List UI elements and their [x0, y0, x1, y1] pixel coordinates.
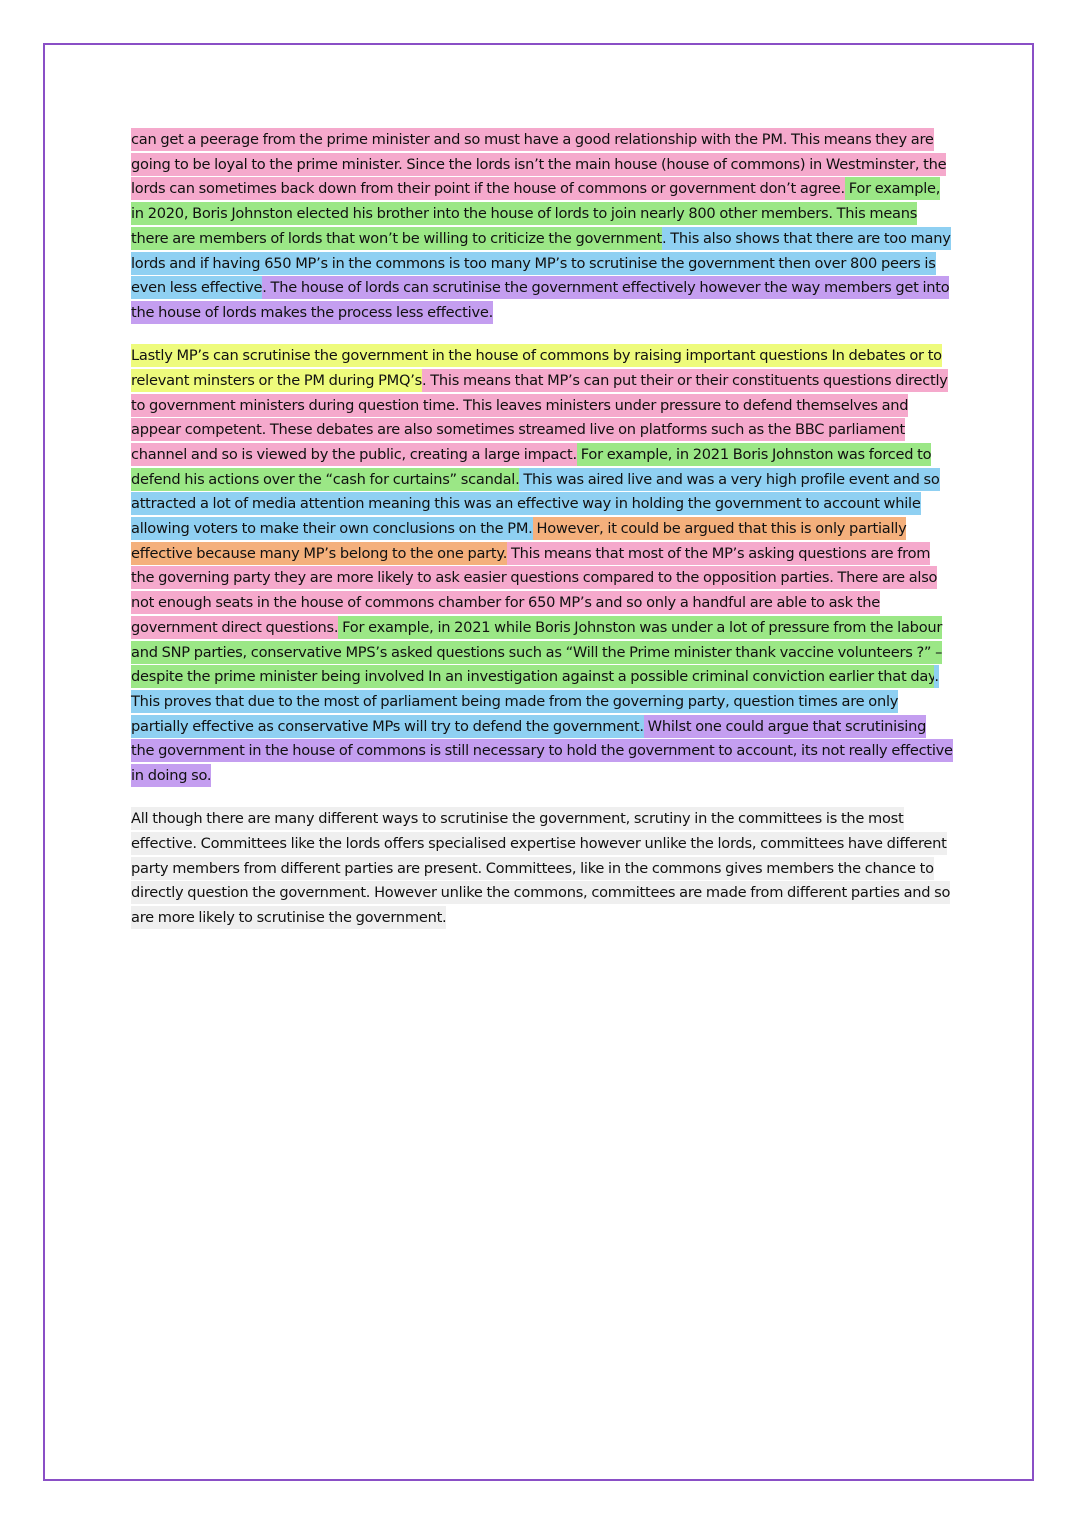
highlight-blue-analysis: . This also shows that there are too many lords and if having 650 MP’s in the commons is too many MP’s to scrutinise the government then over 800 peers is even less effective: [131, 227, 951, 299]
document-body: [131, 128, 953, 949]
paragraph-house-of-commons: [131, 344, 953, 789]
highlight-gray-conclusion: All though there are many different ways to scrutinise the government, scrutiny in the committees is the most effective. Committees like the lords offers specialised expertise however unlike the lords, committees have different party members from different parties are present. Committees, like in the commons gives members the chance to directly question the government. However unlike the commons, committees are made from different parties and so are more likely to scrutinise the government.: [131, 807, 950, 929]
highlight-yellow-point: Lastly MP’s can scrutinise the government in the house of commons by raising important questions In debates or to relevant minsters or the PM during PMQ’s: [131, 344, 942, 392]
highlight-green-example: For example, in 2021 Boris Johnston was forced to defend his actions over the “cash for curtains” scandal.: [131, 443, 931, 491]
paragraph-conclusion: [131, 807, 953, 931]
highlight-green-example-2: For example, in 2021 while Boris Johnston was under a lot of pressure from the labour and SNP parties, conservative MPS’s asked questions such as “Will the Prime minister thank vaccine volunteers ?” – despite the prime minister being involved In an investigation against a possible criminal conviction earlier that day: [131, 616, 942, 688]
highlight-blue-analysis-2: . This proves that due to the most of parliament being made from the governing party, question times are only partially effective as conservative MPs will try to defend the government.: [131, 665, 939, 737]
highlight-purple-judgement: Whilst one could argue that scrutinising the government in the house of commons is still necessary to hold the government to account, its not really effective in doing so.: [131, 715, 953, 787]
highlight-blue-analysis: This was aired live and was a very high profile event and so attracted a lot of media attention meaning this was an effective way in holding the government to account while allowing voters to make their own conclusions on the PM.: [131, 468, 940, 540]
paragraph-house-of-lords: [131, 128, 953, 326]
highlight-green-example: For example, in 2020, Boris Johnston elected his brother into the house of lords to join nearly 800 other members. This means there are members of lords that won’t be willing to criticize the government: [131, 177, 940, 249]
highlight-orange-counterargument: However, it could be argued that this is only partially effective because many MP’s belong to the one party.: [131, 517, 906, 565]
highlight-purple-judgement: . The house of lords can scrutinise the government effectively however the way members get into the house of lords makes the process less effective.: [131, 276, 949, 324]
highlight-pink-point: can get a peerage from the prime minister and so must have a good relationship with the PM. This means they are going to be loyal to the prime minister. Since the lords isn’t the main house (house of commons) in Westminster, the lords can sometimes back down from their point if the house of commons or government don’t agree.: [131, 128, 946, 200]
highlight-pink-explanation-2: This means that most of the MP’s asking questions are from the governing party they are more likely to ask easier questions compared to the opposition parties. There are also not enough seats in the house of commons chamber for 650 MP’s and so only a handful are able to ask the government direct questions.: [131, 542, 937, 639]
highlight-pink-explanation: . This means that MP’s can put their or their constituents questions directly to government ministers during question time. This leaves ministers under pressure to defend themselves and appear competent. These debates are also sometimes streamed live on platforms such as the BBC parliament channel and so is viewed by the public, creating a large impact.: [131, 369, 948, 466]
